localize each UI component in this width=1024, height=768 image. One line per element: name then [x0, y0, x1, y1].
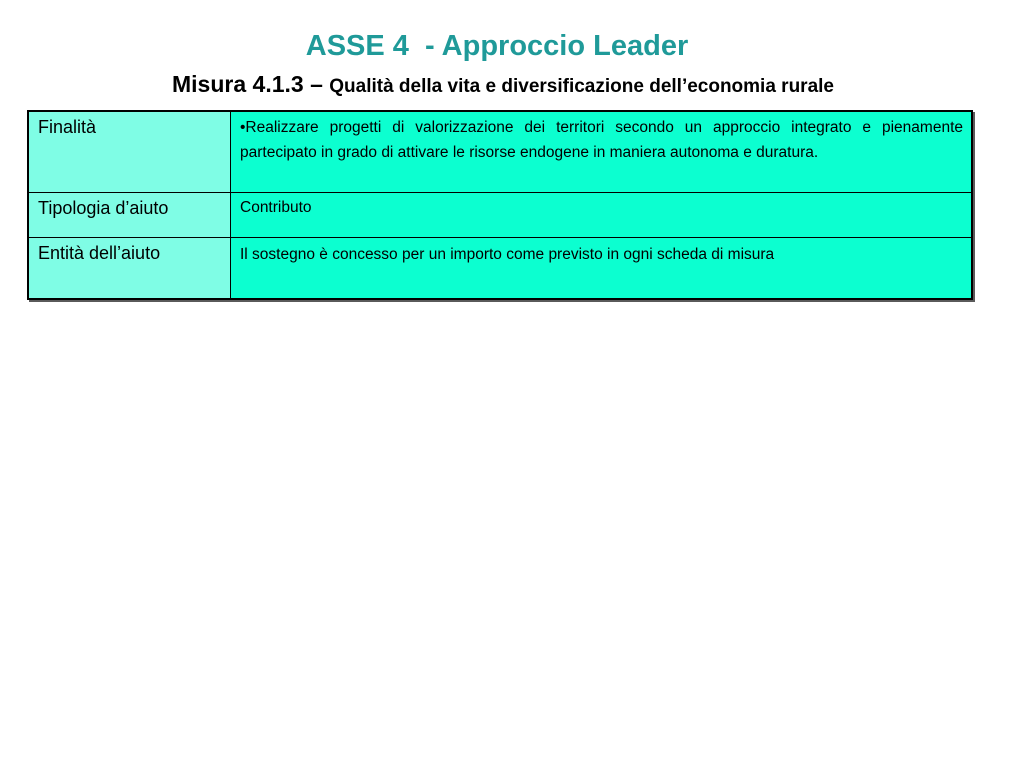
page-title: ASSE 4 - Approccio Leader [305, 30, 689, 62]
table-row [28, 111, 972, 193]
row-value-finalita: •Realizzare progetti di valorizzazione dei territori secondo un approccio integrato e pienamente partecipato in grado di attivare le risorse endogene in maniera autonoma e duratura. [231, 111, 973, 193]
table-row [28, 238, 972, 300]
table-row [28, 193, 972, 238]
row-value-tipologia: Contributo [231, 193, 973, 238]
measure-code: Misura 4.1.3 – [172, 71, 330, 97]
page-subtitle [0, 69, 1006, 103]
row-value-entita: Il sostegno è concesso per un importo come previsto in ogni scheda di misura [231, 238, 973, 300]
row-label-tipologia: Tipologia d’aiuto [28, 193, 231, 238]
measure-title: Qualità della vita e diversificazione dell’economia rurale [329, 76, 834, 97]
row-label-entita: Entità dell’aiuto [28, 238, 231, 300]
row-label-finalita: Finalità [28, 111, 231, 193]
measure-info-table [27, 110, 973, 300]
